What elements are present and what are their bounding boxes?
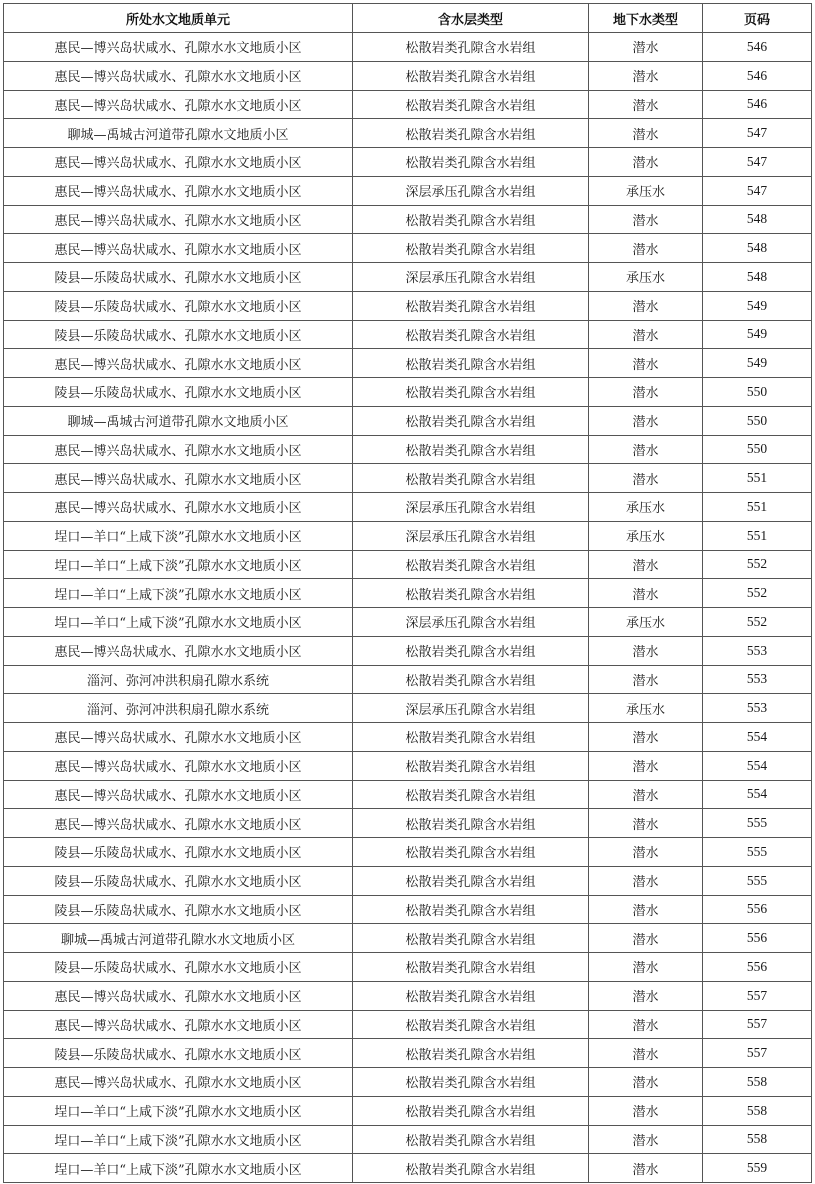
cell-page: 558	[703, 1096, 812, 1125]
cell-aquifer-type: 松散岩类孔隙含水岩组	[353, 119, 589, 148]
cell-unit: 惠民—博兴岛状咸水、孔隙水水文地质小区	[4, 205, 353, 234]
cell-groundwater-type: 承压水	[589, 608, 703, 637]
cell-groundwater-type: 承压水	[589, 176, 703, 205]
cell-unit: 埕口—羊口“上咸下淡”孔隙水水文地质小区	[4, 579, 353, 608]
cell-unit: 埕口—羊口“上咸下淡”孔隙水水文地质小区	[4, 521, 353, 550]
table-row	[4, 119, 812, 148]
table-row	[4, 694, 812, 723]
cell-page: 547	[703, 148, 812, 177]
cell-groundwater-type: 潜水	[589, 723, 703, 752]
cell-aquifer-type: 松散岩类孔隙含水岩组	[353, 723, 589, 752]
table-row	[4, 1125, 812, 1154]
cell-groundwater-type: 潜水	[589, 953, 703, 982]
cell-page: 548	[703, 263, 812, 292]
cell-groundwater-type: 潜水	[589, 90, 703, 119]
cell-aquifer-type: 松散岩类孔隙含水岩组	[353, 406, 589, 435]
cell-aquifer-type: 松散岩类孔隙含水岩组	[353, 1096, 589, 1125]
cell-unit: 惠民—博兴岛状咸水、孔隙水水文地质小区	[4, 636, 353, 665]
cell-groundwater-type: 潜水	[589, 291, 703, 320]
table-row	[4, 780, 812, 809]
table-row	[4, 464, 812, 493]
cell-page: 552	[703, 579, 812, 608]
cell-aquifer-type: 松散岩类孔隙含水岩组	[353, 838, 589, 867]
cell-unit: 惠民—博兴岛状咸水、孔隙水水文地质小区	[4, 809, 353, 838]
cell-aquifer-type: 松散岩类孔隙含水岩组	[353, 33, 589, 62]
table-row	[4, 349, 812, 378]
cell-unit: 陵县—乐陵岛状咸水、孔隙水水文地质小区	[4, 291, 353, 320]
cell-page: 553	[703, 665, 812, 694]
cell-page: 559	[703, 1154, 812, 1183]
cell-aquifer-type: 松散岩类孔隙含水岩组	[353, 90, 589, 119]
cell-aquifer-type: 松散岩类孔隙含水岩组	[353, 809, 589, 838]
cell-aquifer-type: 松散岩类孔隙含水岩组	[353, 464, 589, 493]
cell-aquifer-type: 深层承压孔隙含水岩组	[353, 694, 589, 723]
cell-groundwater-type: 潜水	[589, 636, 703, 665]
cell-page: 558	[703, 1125, 812, 1154]
cell-page: 554	[703, 751, 812, 780]
cell-aquifer-type: 松散岩类孔隙含水岩组	[353, 895, 589, 924]
cell-page: 548	[703, 205, 812, 234]
cell-page: 557	[703, 981, 812, 1010]
cell-aquifer-type: 松散岩类孔隙含水岩组	[353, 1068, 589, 1097]
table-row	[4, 550, 812, 579]
cell-page: 557	[703, 1039, 812, 1068]
table-row	[4, 320, 812, 349]
cell-aquifer-type: 松散岩类孔隙含水岩组	[353, 579, 589, 608]
table-row	[4, 895, 812, 924]
cell-groundwater-type: 承压水	[589, 521, 703, 550]
table-row	[4, 866, 812, 895]
cell-aquifer-type: 松散岩类孔隙含水岩组	[353, 1125, 589, 1154]
cell-unit: 陵县—乐陵岛状咸水、孔隙水水文地质小区	[4, 953, 353, 982]
cell-aquifer-type: 松散岩类孔隙含水岩组	[353, 205, 589, 234]
cell-unit: 埕口—羊口“上咸下淡”孔隙水水文地质小区	[4, 1154, 353, 1183]
table-row	[4, 924, 812, 953]
cell-groundwater-type: 潜水	[589, 838, 703, 867]
hydrogeology-index-table	[3, 3, 812, 1183]
cell-page: 555	[703, 809, 812, 838]
cell-unit: 惠民—博兴岛状咸水、孔隙水水文地质小区	[4, 61, 353, 90]
header-groundwater-type: 地下水类型	[589, 4, 703, 33]
cell-unit: 惠民—博兴岛状咸水、孔隙水水文地质小区	[4, 148, 353, 177]
cell-unit: 惠民—博兴岛状咸水、孔隙水水文地质小区	[4, 493, 353, 522]
table-row	[4, 953, 812, 982]
cell-unit: 陵县—乐陵岛状咸水、孔隙水水文地质小区	[4, 378, 353, 407]
cell-aquifer-type: 深层承压孔隙含水岩组	[353, 176, 589, 205]
cell-page: 551	[703, 493, 812, 522]
cell-page: 546	[703, 90, 812, 119]
table-row	[4, 406, 812, 435]
cell-groundwater-type: 潜水	[589, 119, 703, 148]
cell-groundwater-type: 潜水	[589, 205, 703, 234]
cell-aquifer-type: 深层承压孔隙含水岩组	[353, 608, 589, 637]
cell-groundwater-type: 潜水	[589, 349, 703, 378]
table-row	[4, 665, 812, 694]
cell-page: 551	[703, 521, 812, 550]
cell-groundwater-type: 潜水	[589, 866, 703, 895]
cell-aquifer-type: 松散岩类孔隙含水岩组	[353, 866, 589, 895]
cell-groundwater-type: 潜水	[589, 1154, 703, 1183]
cell-groundwater-type: 潜水	[589, 33, 703, 62]
cell-aquifer-type: 松散岩类孔隙含水岩组	[353, 751, 589, 780]
cell-unit: 陵县—乐陵岛状咸水、孔隙水水文地质小区	[4, 1039, 353, 1068]
cell-groundwater-type: 潜水	[589, 1096, 703, 1125]
cell-page: 547	[703, 176, 812, 205]
cell-unit: 惠民—博兴岛状咸水、孔隙水水文地质小区	[4, 1068, 353, 1097]
table-row	[4, 579, 812, 608]
cell-aquifer-type: 深层承压孔隙含水岩组	[353, 263, 589, 292]
cell-unit: 惠民—博兴岛状咸水、孔隙水水文地质小区	[4, 981, 353, 1010]
cell-unit: 埕口—羊口“上咸下淡”孔隙水水文地质小区	[4, 1125, 353, 1154]
cell-aquifer-type: 松散岩类孔隙含水岩组	[353, 435, 589, 464]
cell-aquifer-type: 松散岩类孔隙含水岩组	[353, 1039, 589, 1068]
table-header	[4, 4, 812, 33]
table-row	[4, 61, 812, 90]
cell-groundwater-type: 潜水	[589, 1010, 703, 1039]
table-row	[4, 205, 812, 234]
table-row	[4, 809, 812, 838]
cell-aquifer-type: 松散岩类孔隙含水岩组	[353, 378, 589, 407]
cell-page: 552	[703, 608, 812, 637]
table-row	[4, 981, 812, 1010]
cell-groundwater-type: 潜水	[589, 981, 703, 1010]
cell-page: 547	[703, 119, 812, 148]
cell-page: 550	[703, 406, 812, 435]
cell-aquifer-type: 松散岩类孔隙含水岩组	[353, 234, 589, 263]
cell-unit: 埕口—羊口“上咸下淡”孔隙水水文地质小区	[4, 608, 353, 637]
cell-unit: 惠民—博兴岛状咸水、孔隙水水文地质小区	[4, 723, 353, 752]
cell-page: 550	[703, 378, 812, 407]
cell-groundwater-type: 潜水	[589, 665, 703, 694]
cell-unit: 陵县—乐陵岛状咸水、孔隙水水文地质小区	[4, 320, 353, 349]
cell-groundwater-type: 潜水	[589, 550, 703, 579]
cell-unit: 陵县—乐陵岛状咸水、孔隙水水文地质小区	[4, 838, 353, 867]
cell-page: 546	[703, 33, 812, 62]
table-row	[4, 1096, 812, 1125]
cell-groundwater-type: 潜水	[589, 1125, 703, 1154]
cell-page: 555	[703, 838, 812, 867]
cell-groundwater-type: 潜水	[589, 579, 703, 608]
cell-page: 549	[703, 320, 812, 349]
cell-unit: 淄河、弥河冲洪积扇孔隙水系统	[4, 694, 353, 723]
cell-unit: 惠民—博兴岛状咸水、孔隙水水文地质小区	[4, 176, 353, 205]
cell-groundwater-type: 潜水	[589, 464, 703, 493]
table-row	[4, 1154, 812, 1183]
cell-unit: 淄河、弥河冲洪积扇孔隙水系统	[4, 665, 353, 694]
header-row	[4, 4, 812, 33]
cell-aquifer-type: 松散岩类孔隙含水岩组	[353, 981, 589, 1010]
table-row	[4, 1010, 812, 1039]
cell-groundwater-type: 潜水	[589, 1068, 703, 1097]
cell-groundwater-type: 潜水	[589, 751, 703, 780]
cell-unit: 埕口—羊口“上咸下淡”孔隙水水文地质小区	[4, 1096, 353, 1125]
cell-unit: 陵县—乐陵岛状咸水、孔隙水水文地质小区	[4, 895, 353, 924]
table-row	[4, 521, 812, 550]
table-row	[4, 148, 812, 177]
header-unit: 所处水文地质单元	[4, 4, 353, 33]
cell-page: 546	[703, 61, 812, 90]
table-row	[4, 378, 812, 407]
cell-aquifer-type: 松散岩类孔隙含水岩组	[353, 780, 589, 809]
cell-page: 548	[703, 234, 812, 263]
cell-aquifer-type: 深层承压孔隙含水岩组	[353, 521, 589, 550]
cell-page: 549	[703, 349, 812, 378]
cell-unit: 陵县—乐陵岛状咸水、孔隙水水文地质小区	[4, 866, 353, 895]
cell-groundwater-type: 潜水	[589, 1039, 703, 1068]
cell-unit: 陵县—乐陵岛状咸水、孔隙水水文地质小区	[4, 263, 353, 292]
cell-groundwater-type: 潜水	[589, 895, 703, 924]
cell-groundwater-type: 潜水	[589, 320, 703, 349]
cell-aquifer-type: 松散岩类孔隙含水岩组	[353, 665, 589, 694]
cell-unit: 惠民—博兴岛状咸水、孔隙水水文地质小区	[4, 349, 353, 378]
cell-unit: 惠民—博兴岛状咸水、孔隙水水文地质小区	[4, 33, 353, 62]
cell-page: 552	[703, 550, 812, 579]
cell-page: 556	[703, 924, 812, 953]
cell-unit: 聊城—禹城古河道带孔隙水文地质小区	[4, 119, 353, 148]
cell-groundwater-type: 潜水	[589, 61, 703, 90]
cell-unit: 惠民—博兴岛状咸水、孔隙水水文地质小区	[4, 435, 353, 464]
table-row	[4, 90, 812, 119]
cell-page: 554	[703, 780, 812, 809]
table-row	[4, 176, 812, 205]
cell-unit: 惠民—博兴岛状咸水、孔隙水水文地质小区	[4, 464, 353, 493]
cell-page: 551	[703, 464, 812, 493]
cell-page: 550	[703, 435, 812, 464]
cell-groundwater-type: 潜水	[589, 809, 703, 838]
table-row	[4, 1039, 812, 1068]
table-row	[4, 435, 812, 464]
cell-aquifer-type: 松散岩类孔隙含水岩组	[353, 291, 589, 320]
cell-aquifer-type: 松散岩类孔隙含水岩组	[353, 953, 589, 982]
cell-page: 553	[703, 636, 812, 665]
header-page: 页码	[703, 4, 812, 33]
cell-groundwater-type: 潜水	[589, 234, 703, 263]
header-aquifer-type: 含水层类型	[353, 4, 589, 33]
cell-aquifer-type: 松散岩类孔隙含水岩组	[353, 1154, 589, 1183]
cell-groundwater-type: 潜水	[589, 406, 703, 435]
cell-page: 556	[703, 953, 812, 982]
table-row	[4, 723, 812, 752]
table-row	[4, 33, 812, 62]
cell-page: 557	[703, 1010, 812, 1039]
cell-groundwater-type: 潜水	[589, 924, 703, 953]
cell-unit: 惠民—博兴岛状咸水、孔隙水水文地质小区	[4, 1010, 353, 1039]
cell-unit: 聊城—禹城古河道带孔隙水文地质小区	[4, 406, 353, 435]
cell-aquifer-type: 松散岩类孔隙含水岩组	[353, 550, 589, 579]
cell-groundwater-type: 潜水	[589, 148, 703, 177]
table-row	[4, 751, 812, 780]
cell-groundwater-type: 承压水	[589, 694, 703, 723]
cell-unit: 惠民—博兴岛状咸水、孔隙水水文地质小区	[4, 780, 353, 809]
cell-page: 558	[703, 1068, 812, 1097]
table-row	[4, 838, 812, 867]
table-row	[4, 1068, 812, 1097]
table-row	[4, 291, 812, 320]
table-row	[4, 608, 812, 637]
table-row	[4, 263, 812, 292]
cell-groundwater-type: 承压水	[589, 493, 703, 522]
cell-groundwater-type: 潜水	[589, 378, 703, 407]
cell-page: 555	[703, 866, 812, 895]
cell-unit: 惠民—博兴岛状咸水、孔隙水水文地质小区	[4, 751, 353, 780]
cell-page: 553	[703, 694, 812, 723]
cell-page: 554	[703, 723, 812, 752]
table-body	[4, 33, 812, 1183]
cell-groundwater-type: 承压水	[589, 263, 703, 292]
cell-unit: 惠民—博兴岛状咸水、孔隙水水文地质小区	[4, 234, 353, 263]
table-row	[4, 636, 812, 665]
cell-aquifer-type: 松散岩类孔隙含水岩组	[353, 924, 589, 953]
table-row	[4, 493, 812, 522]
cell-aquifer-type: 松散岩类孔隙含水岩组	[353, 349, 589, 378]
cell-unit: 聊城—禹城古河道带孔隙水水文地质小区	[4, 924, 353, 953]
cell-unit: 埕口—羊口“上咸下淡”孔隙水水文地质小区	[4, 550, 353, 579]
cell-aquifer-type: 松散岩类孔隙含水岩组	[353, 320, 589, 349]
cell-groundwater-type: 潜水	[589, 780, 703, 809]
table-row	[4, 234, 812, 263]
cell-unit: 惠民—博兴岛状咸水、孔隙水水文地质小区	[4, 90, 353, 119]
cell-aquifer-type: 深层承压孔隙含水岩组	[353, 493, 589, 522]
cell-page: 556	[703, 895, 812, 924]
cell-aquifer-type: 松散岩类孔隙含水岩组	[353, 61, 589, 90]
cell-aquifer-type: 松散岩类孔隙含水岩组	[353, 148, 589, 177]
cell-page: 549	[703, 291, 812, 320]
cell-aquifer-type: 松散岩类孔隙含水岩组	[353, 636, 589, 665]
cell-aquifer-type: 松散岩类孔隙含水岩组	[353, 1010, 589, 1039]
cell-groundwater-type: 潜水	[589, 435, 703, 464]
